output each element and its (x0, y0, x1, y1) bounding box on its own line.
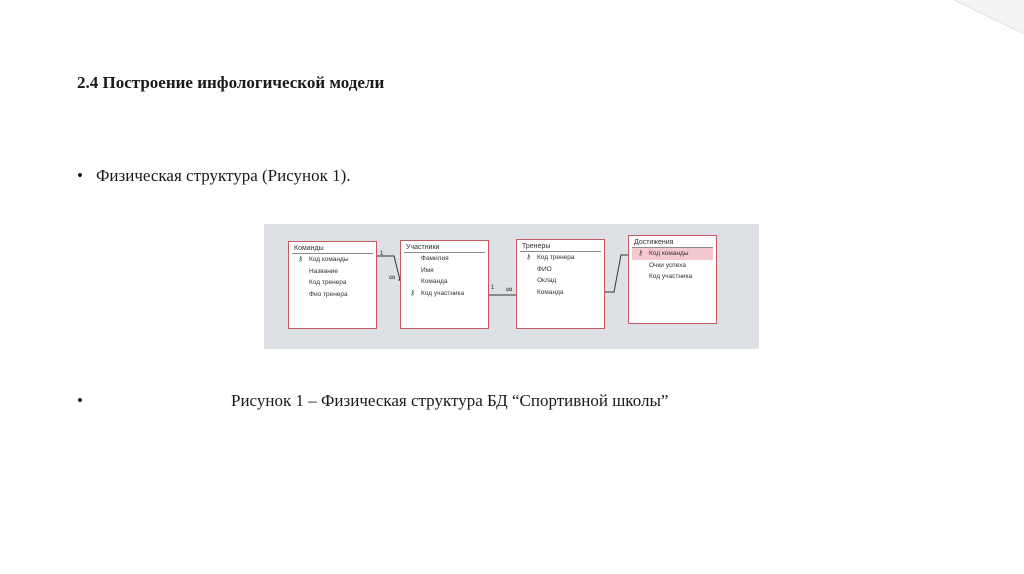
relation-many-label: ∞ (389, 272, 396, 282)
bullet-item-physical-structure (77, 166, 351, 186)
table-field[interactable]: Команда (537, 288, 564, 296)
bullet-item-caption (77, 391, 96, 411)
db-schema-diagram (264, 224, 759, 349)
bullet-marker: • (77, 391, 83, 410)
table-trainers[interactable] (516, 239, 605, 329)
relation-one-label: 1 (491, 285, 495, 291)
figure-caption: Рисунок 1 – Физическая структура БД “Спортивной школы” (231, 391, 669, 410)
table-field[interactable]: Имя (421, 266, 434, 274)
table-field[interactable]: ФИО (537, 265, 552, 273)
table-field[interactable]: Фио тренера (309, 290, 348, 298)
relation-one-label: 1 (380, 251, 384, 257)
table-field[interactable]: Команда (421, 278, 448, 285)
table-field[interactable]: Очки успеха (649, 261, 686, 269)
table-field[interactable]: ⚷ Код тренера (526, 254, 575, 261)
bullet-marker: • (77, 166, 83, 185)
table-field[interactable]: Код участника (649, 273, 693, 280)
table-title: Команды (292, 242, 373, 254)
table-field[interactable]: Название (309, 267, 339, 275)
table-title: Достижения (632, 236, 713, 248)
key-icon: ⚷ (638, 250, 644, 257)
bullet-text: Физическая структура (Рисунок 1). (96, 166, 351, 185)
table-field[interactable]: Оклад (537, 277, 557, 284)
section-heading: 2.4 Построение инфологической модели (77, 73, 385, 92)
table-title: Участники (404, 241, 485, 253)
table-field-highlighted[interactable]: ⚷ Код команды (632, 248, 713, 260)
table-participants[interactable] (400, 240, 489, 329)
page-corner-decoration (954, 0, 1024, 34)
table-achievements[interactable] (628, 235, 717, 324)
relation-many-label: ∞ (506, 284, 513, 294)
table-title: Тренеры (520, 240, 601, 252)
table-field[interactable]: Код тренера (309, 279, 347, 286)
table-teams[interactable] (288, 241, 377, 329)
relation-line-trainers-achievements (605, 255, 628, 292)
table-field[interactable]: Фамилия (421, 255, 449, 262)
key-icon: ⚷ (526, 254, 532, 261)
key-icon: ⚷ (298, 256, 304, 263)
table-field[interactable]: ⚷ Код команды (298, 256, 349, 263)
table-field[interactable]: ⚷ Код участника (410, 289, 465, 297)
key-icon: ⚷ (410, 289, 416, 297)
